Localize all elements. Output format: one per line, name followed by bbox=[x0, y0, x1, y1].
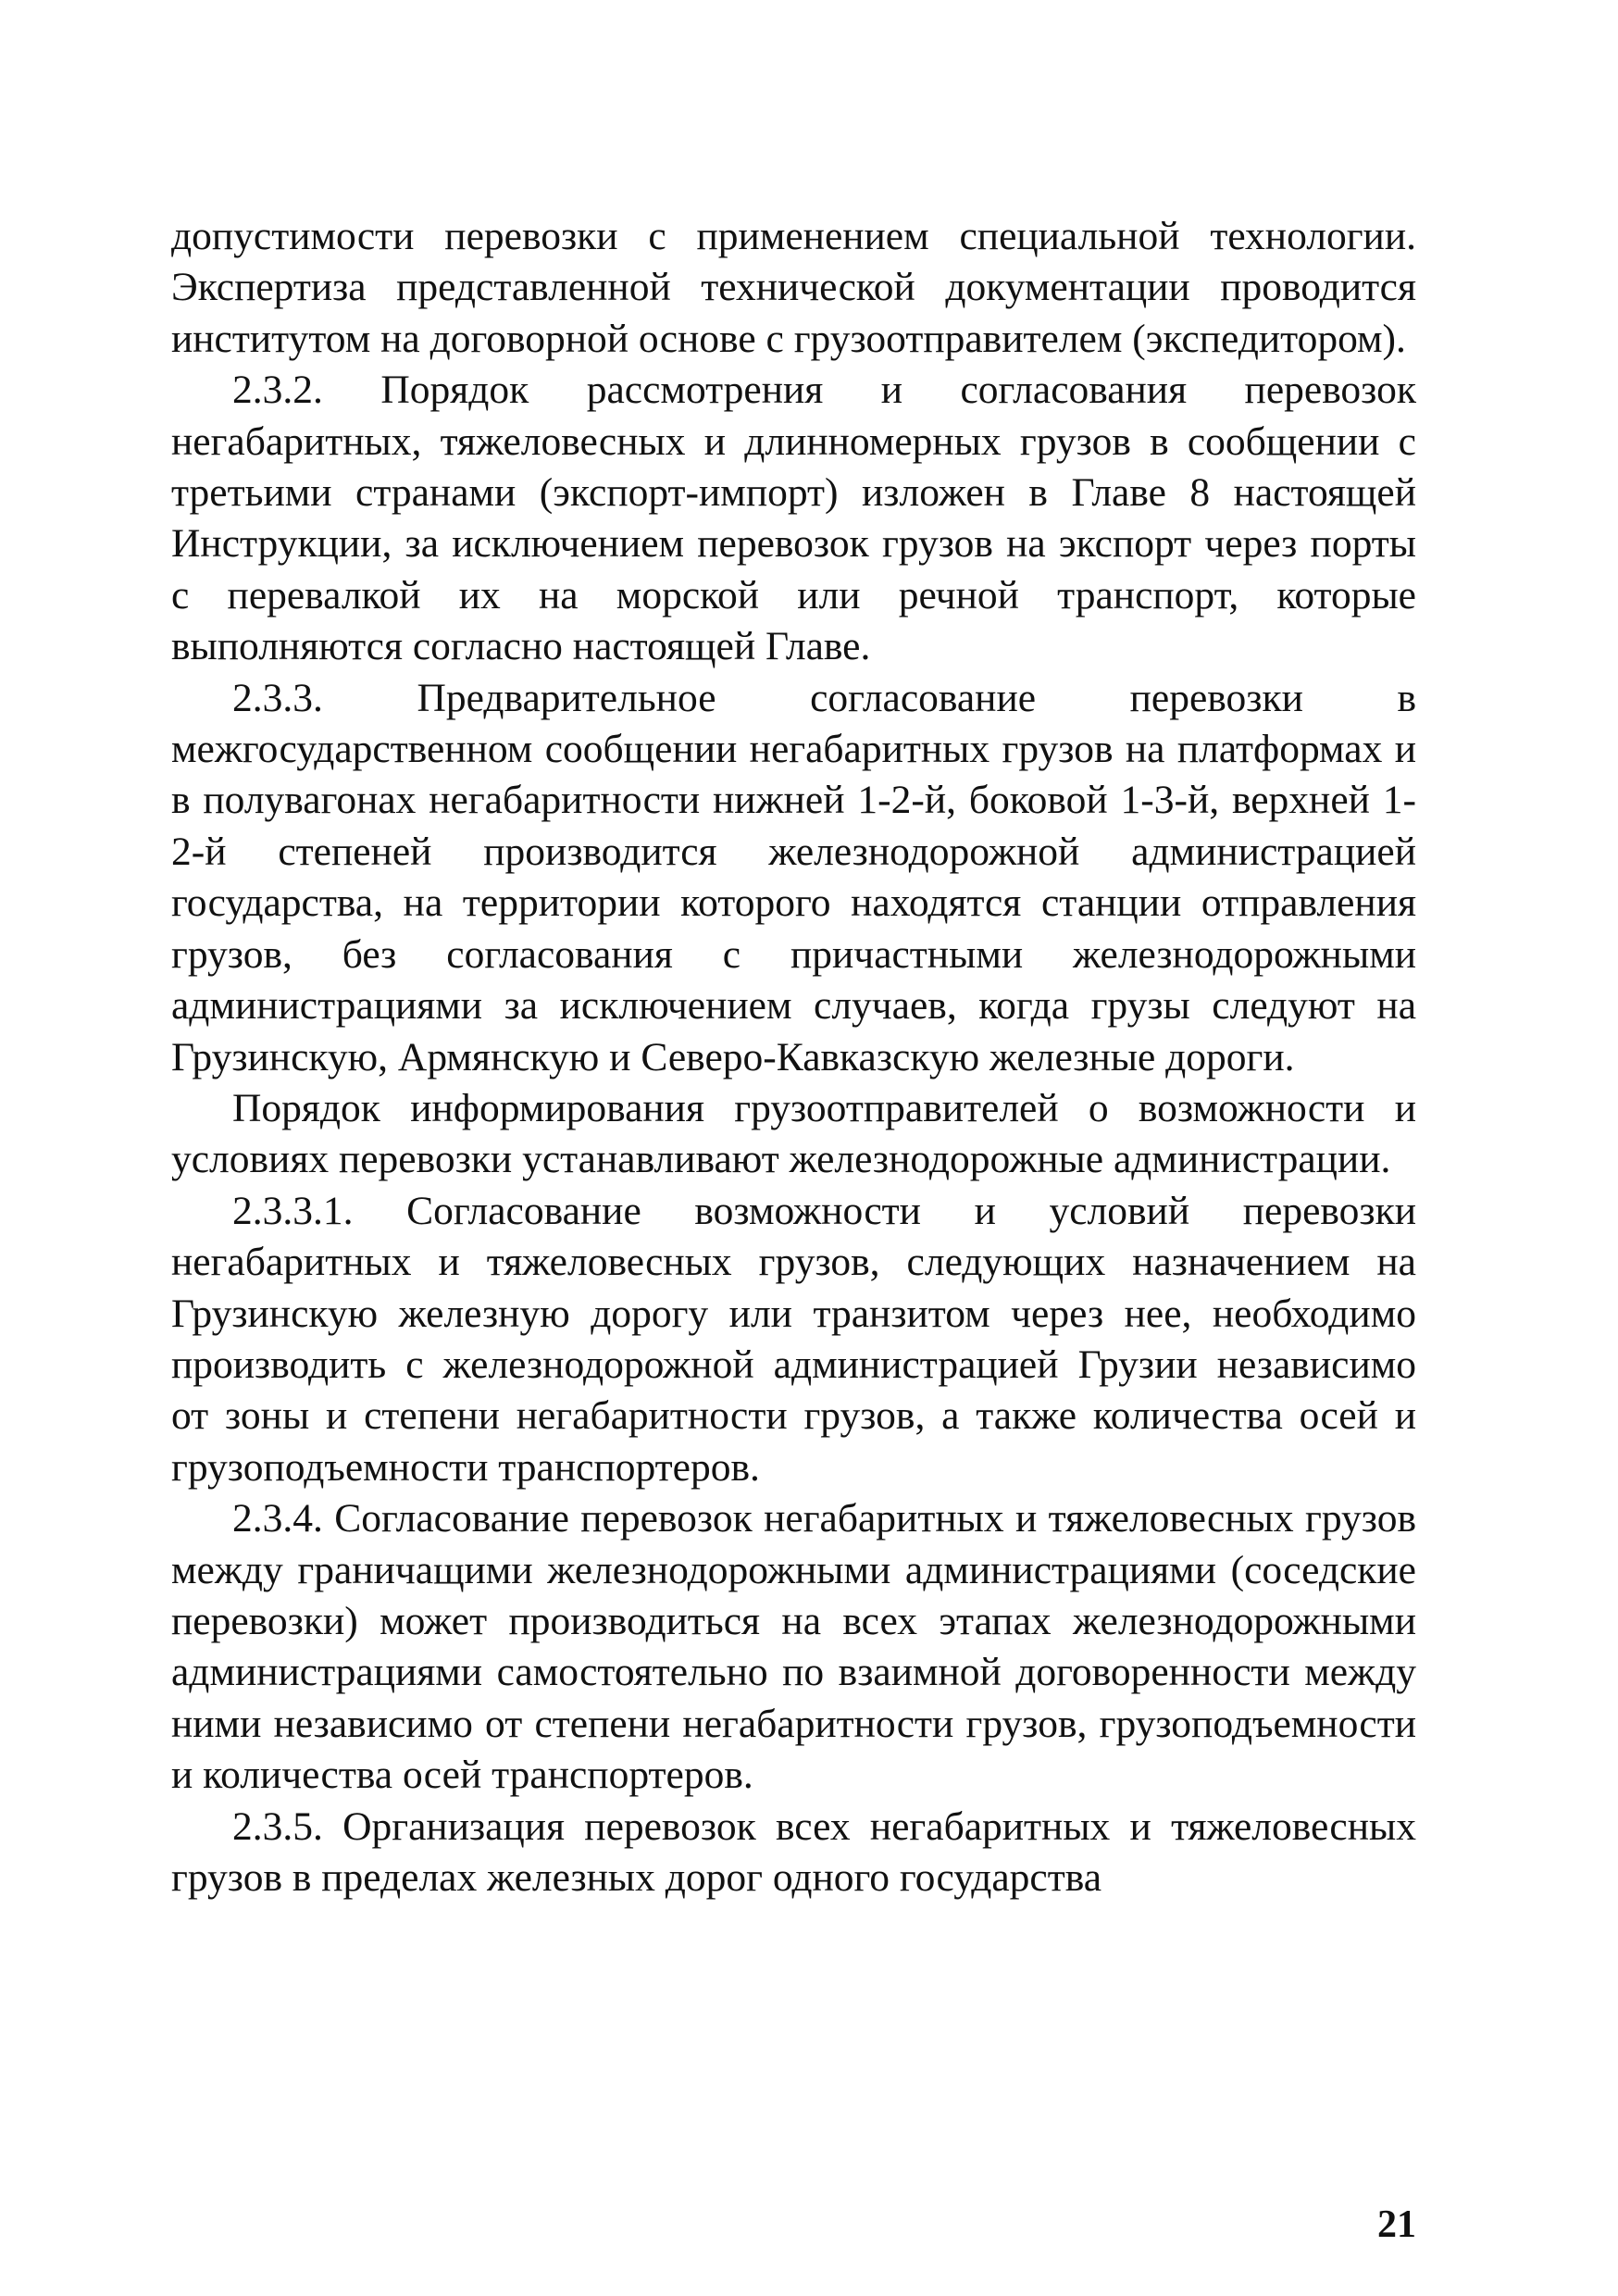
paragraph-continuation: допустимости перевозки с применением специальной технологии. Экспертиза представленной технической документации проводится институтом на договорной основе с грузоотправителем (экспедитором). bbox=[171, 214, 1416, 361]
paragraph-2-3-2: 2.3.2. Порядок рассмотрения и согласования перевозок негабаритных, тяжеловесных и длинномерных грузов в сообщении с третьими странами (экспорт-импорт) изложен в Главе 8 настоящей Инструкции, за исключением перевозок грузов на экспорт через порты с перевалкой их на морской или речной транспорт, которые выполняются согласно настоящей Главе. bbox=[171, 368, 1416, 669]
paragraph-2-3-4: 2.3.4. Согласование перевозок негабаритных и тяжеловесных грузов между граничащими железнодорожными администрациями (соседские перевозки) может производиться на всех этапах железнодорожными администрациями самостоятельно по взаимной договоренности между ними независимо от степени негабаритности грузов, грузоподъемности и количества осей транспортеров. bbox=[171, 1496, 1416, 1798]
page-number: 21 bbox=[1377, 2203, 1416, 2246]
paragraph-2-3-3-1: 2.3.3.1. Согласование возможности и условий перевозки негабаритных и тяжеловесных грузов, следующих назначением на Грузинскую железную дорогу или транзитом через нее, необходимо производить с железнодорожной администрацией Грузии независимо от зоны и степени негабаритности грузов, а также количества осей и грузоподъемности транспортеров. bbox=[171, 1188, 1416, 1490]
body-text bbox=[171, 211, 1416, 1903]
paragraph-2-3-3: 2.3.3. Предварительное согласование перевозки в межгосударственном сообщении негабаритных грузов на платформах и в полувагонах негабаритности нижней 1-2-й, боковой 1-3-й, верхней 1-2-й степеней производится железнодорожной администрацией государства, на территории которого находятся станции отправления грузов, без согласования с причастными железнодорожными администрациями за исключением случаев, когда грузы следуют на Грузинскую, Армянскую и Северо-Кавказскую железные дороги. bbox=[171, 675, 1416, 1079]
paragraph-2-3-5: 2.3.5. Организация перевозок всех негабаритных и тяжеловесных грузов в пределах железных дорог одного государства bbox=[171, 1803, 1416, 1900]
paragraph-informing-procedure: Порядок информирования грузоотправителей о возможности и условиях перевозки устанавливают железнодорожные администрации. bbox=[171, 1085, 1416, 1182]
